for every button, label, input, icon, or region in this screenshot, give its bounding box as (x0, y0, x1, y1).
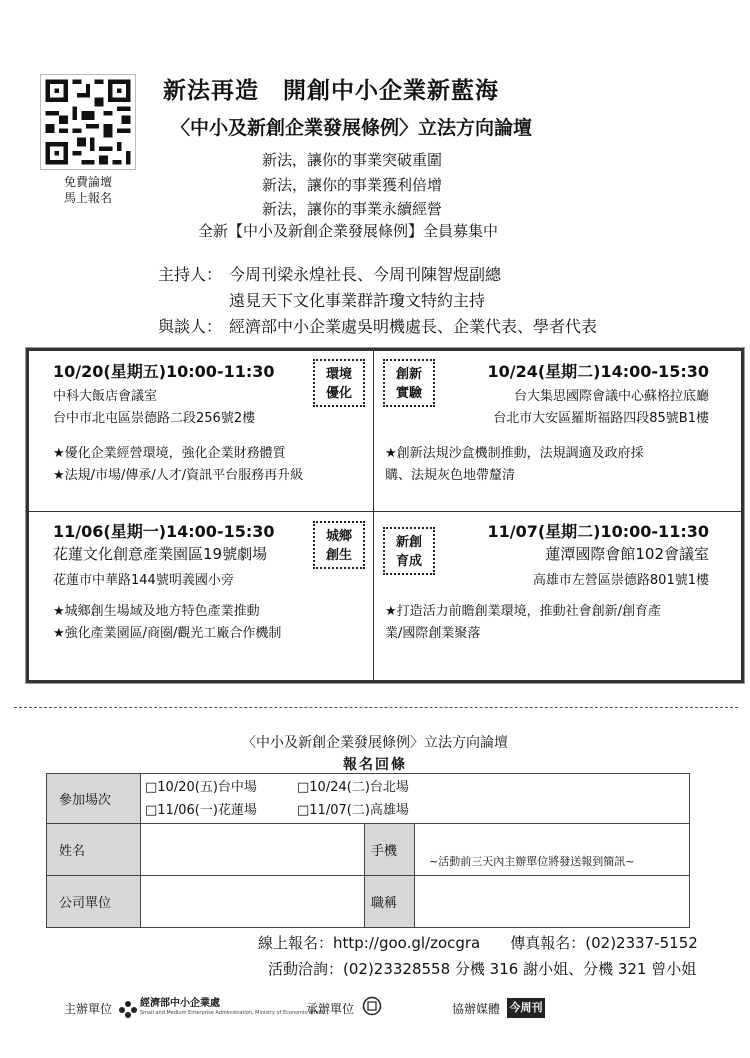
tag-startup (383, 527, 435, 575)
organizer-label: 主辦單位 (64, 1002, 113, 1016)
option-hualien[interactable]: □11/06(一)花蓮場 (145, 802, 257, 818)
tag-line: 育成 (395, 554, 422, 569)
tag-innovation (383, 359, 435, 407)
list-item: ★城鄉創生場域及地方特色產業推動 (53, 604, 260, 619)
host-line-1: 今周刊梁永煌社長、今周刊陳智煜副總 (229, 265, 502, 284)
sessions-box (26, 348, 744, 683)
option-taipei[interactable]: □10/24(二)台北場 (297, 779, 409, 795)
phone-label: 手機 (365, 824, 415, 876)
organizer-subtitle: Small and Medium Enterprise Administration, Ministry of Economic Affairs (140, 1010, 325, 1016)
phone-field[interactable] (415, 824, 690, 876)
tag-line: 城鄉 (325, 529, 352, 544)
session-taipei-address: 台北市大安區羅斯福路四段85號B1樓 (493, 411, 709, 426)
session-taichung-date: 10/20(星期五)10:00-11:30 (53, 362, 275, 381)
list-item: ★優化企業經營環境，強化企業財務體質 (53, 446, 286, 461)
tag-line: 創生 (325, 548, 352, 563)
session-taipei-date: 10/24(星期二)14:00-15:30 (487, 362, 709, 381)
name-field[interactable] (141, 824, 365, 876)
list-item: 購、法規灰色地帶釐清 (385, 468, 516, 483)
media-logo: 今周刊 (507, 998, 545, 1018)
form-title: 〈中小及新創企業發展條例〉立法方向論壇 (242, 735, 508, 751)
contact-info: 活動洽詢：(02)23328558 分機 316 謝小姐、分機 321 曾小姐 (268, 960, 697, 978)
online-registration[interactable]: 線上報名：http://goo.gl/zocgra 傳真報名：(02)2337-5152 (258, 934, 698, 952)
tag-line: 優化 (325, 386, 352, 401)
name-label: 姓名 (47, 824, 141, 876)
tag-line: 新創 (395, 535, 422, 550)
option-taichung[interactable]: □10/20(五)台中場 (145, 779, 257, 795)
tag-line: 創新 (395, 367, 422, 382)
executor-label: 承辦單位 (306, 1002, 355, 1016)
registration-form (46, 773, 690, 928)
session-hualien-venue: 花蓮文化創意產業園區19號劇場 (53, 545, 268, 563)
session-hualien-address: 花蓮市中華路144號明義國小旁 (53, 573, 234, 588)
phone-note: ~活動前三天內主辦單位將發送報到簡訊~ (429, 855, 635, 868)
qr-code[interactable] (40, 74, 136, 170)
divider-vertical (373, 351, 374, 680)
tag-revitalization (313, 521, 365, 569)
page-title: 新法再造 開創中小企業新藍海 (163, 78, 499, 104)
host-label: 主持人： (158, 265, 223, 284)
panel-label: 與談人： (158, 317, 223, 336)
session-hualien-topics (53, 601, 281, 645)
list-item: ★法規/市場/傳承/人才/資訊平台服務再升級 (53, 468, 304, 483)
tag-line: 環境 (325, 367, 352, 382)
job-title-label: 職稱 (365, 876, 415, 928)
session-taipei-topics (385, 443, 644, 487)
cut-line (14, 707, 738, 708)
qr-caption (40, 174, 136, 206)
slogan-1: 新法，讓你的事業突破重圍 (262, 151, 443, 169)
session-taipei-venue: 台大集思國際會議中心蘇格拉底廳 (513, 389, 709, 404)
list-item: 業/國際創業聚落 (385, 626, 481, 641)
option-kaohsiung[interactable]: □11/07(二)高雄場 (297, 802, 409, 818)
recruit-line: 全新【中小及新創企業發展條例】全員募集中 (198, 222, 499, 240)
session-taichung-topics (53, 443, 303, 487)
media-label: 協辦媒體 (452, 1002, 501, 1016)
executor-seal-icon (362, 996, 382, 1016)
company-label: 公司單位 (47, 876, 141, 928)
venue-label: 參加場次 (47, 774, 141, 824)
moea-logo-icon (118, 998, 138, 1020)
session-hualien-date: 11/06(星期一)14:00-15:30 (53, 522, 275, 541)
session-kaohsiung-topics (385, 601, 661, 645)
tag-line: 實驗 (395, 386, 422, 401)
venue-options (141, 774, 690, 824)
list-item: ★強化產業園區/商圈/觀光工廠合作機制 (53, 626, 282, 641)
qr-code-image (41, 75, 135, 169)
page-subtitle: 〈中小及新創企業發展條例〉立法方向論壇 (171, 117, 533, 139)
job-title-field[interactable] (415, 876, 690, 928)
list-item: ★創新法規沙盒機制推動，法規調適及政府採 (385, 446, 644, 461)
slogan-2: 新法，讓你的事業獲利倍增 (262, 176, 443, 194)
qr-caption-line2: 馬上報名 (63, 191, 112, 205)
qr-caption-line1: 免費論壇 (63, 175, 112, 189)
divider-horizontal (29, 511, 741, 512)
organizer-name: 經濟部中小企業處 (140, 998, 220, 1009)
session-kaohsiung-venue: 蓮潭國際會館102會議室 (545, 545, 709, 563)
session-kaohsiung-address: 高雄市左營區崇德路801號1樓 (532, 573, 709, 588)
session-kaohsiung-date: 11/07(星期二)10:00-11:30 (487, 522, 709, 541)
tag-environment (313, 359, 365, 407)
session-taichung-address: 台中市北屯區崇德路二段256號2樓 (53, 411, 256, 426)
host-line-2: 遠見天下文化事業群許瓊文特約主持 (229, 291, 486, 310)
panel-line: 經濟部中小企業處吳明機處長、企業代表、學者代表 (229, 317, 598, 336)
company-field[interactable] (141, 876, 365, 928)
form-reply-heading: 報名回條 (343, 757, 407, 773)
session-taichung-venue: 中科大飯店會議室 (53, 389, 158, 404)
slogan-3: 新法，讓你的事業永續經營 (262, 200, 443, 218)
list-item: ★打造活力前瞻創業環境，推動社會創新/創育產 (385, 604, 662, 619)
